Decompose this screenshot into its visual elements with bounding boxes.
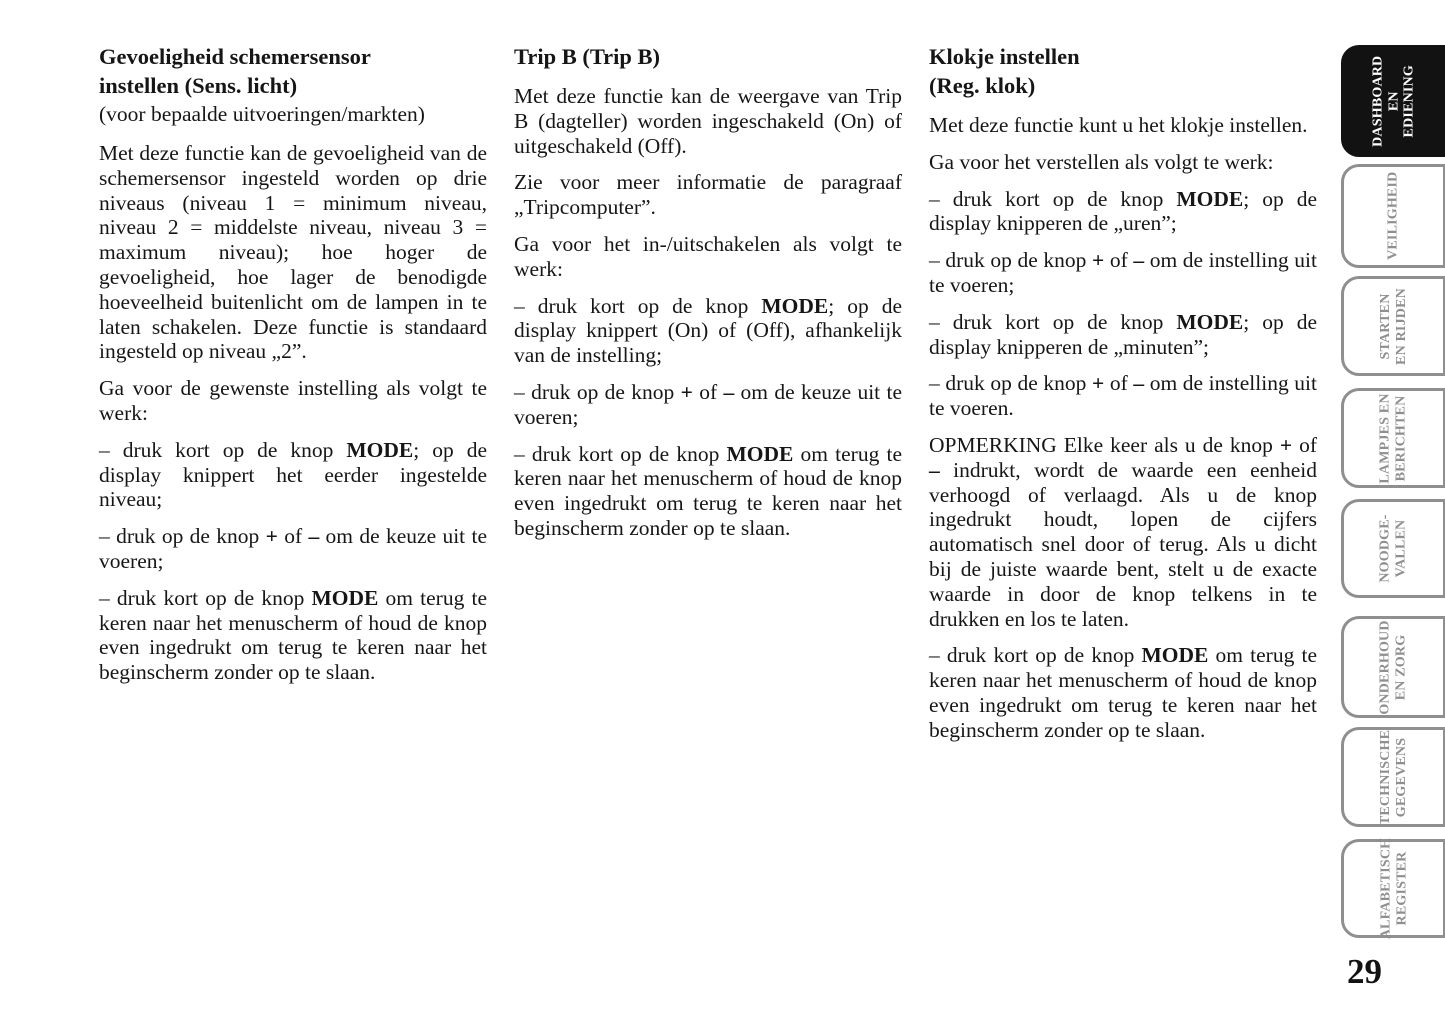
sidebar-tab-label: NOODGE- VALLEN bbox=[1377, 514, 1409, 583]
sidebar-tab-label: TECHNISCHE GEGEVENS bbox=[1377, 729, 1409, 825]
heading-line: Klokje instellen bbox=[929, 44, 1080, 69]
column-klokje-instellen bbox=[929, 42, 1317, 755]
paragraph: Ga voor het in-/uitschakelen als volgt te werk: bbox=[514, 231, 902, 281]
sidebar-tab-technische-gegevens bbox=[1341, 727, 1445, 827]
paragraph: Zie voor meer informatie de paragraaf „Tripcomputer”. bbox=[514, 170, 902, 220]
paragraph: Met deze functie kan de weergave van Trip B (dagteller) worden ingeschakeld (On) of uitgeschakeld (Off). bbox=[514, 84, 902, 158]
sidebar-tab-onderhoud-en-zorg bbox=[1341, 616, 1445, 718]
sidebar-tab-veiligheid bbox=[1341, 164, 1445, 268]
sidebar-tab-label: ONDERHOUD EN ZORG bbox=[1377, 619, 1409, 715]
sidebar-tab-label: VEILIGHEID bbox=[1385, 171, 1401, 261]
paragraph: OPMERKING Elke keer als u de knop + of – indrukt, wordt de waarde een eenheid verhoogd of verlaagd. Als u de knop ingedrukt houdt, lopen de cijfers automatisch snel door of terug. Als u dicht bij de juiste waarde bent, stelt u de exacte waarde in door de knop telkens in te drukken en los te laten. bbox=[929, 432, 1317, 631]
sidebar-tab-lampjes-en-berichten bbox=[1341, 388, 1445, 488]
heading-line: (Reg. klok) bbox=[929, 73, 1036, 98]
sidebar-tab-noodgevallen bbox=[1341, 499, 1445, 598]
heading-line: instellen (Sens. licht) bbox=[99, 73, 298, 98]
section-heading bbox=[929, 42, 1317, 100]
sidebar-tab-label: DASHBOARD EN EDIENING bbox=[1370, 55, 1417, 147]
paragraph: – druk kort op de knop MODE; op de display knippert het eerder ingestelde niveau; bbox=[99, 437, 487, 512]
section-heading bbox=[99, 42, 487, 100]
section-subheading: (voor bepaalde uitvoeringen/markten) bbox=[99, 102, 425, 126]
paragraph: – druk op de knop + of – om de keuze uit te voeren; bbox=[514, 379, 902, 429]
paragraph: – druk kort op de knop MODE; op de display knippert (On) of (Off), afhankelijk van de instelling; bbox=[514, 293, 902, 368]
paragraph: – druk op de knop + of – om de instelling uit te voeren; bbox=[929, 248, 1318, 297]
section-heading bbox=[514, 42, 902, 71]
paragraph: – druk kort op de knop MODE; op de display knipperen de „uren”; bbox=[929, 186, 1317, 236]
column-sens-licht bbox=[99, 42, 487, 697]
sidebar-tabs bbox=[1341, 0, 1445, 1017]
paragraph: – druk kort op de knop MODE; op de display knipperen de „minuten”; bbox=[929, 309, 1317, 359]
paragraph: Met deze functie kan de gevoeligheid van de schemersensor ingesteld worden op drie niveaus (niveau 1 = minimum niveau, niveau 2 = middelste niveau, niveau 3 = maximum niveau); hoe hoger de gevoeligheid, hoe lager de benodigde hoeveelheid buitenlicht om de lampen in te laten schakelen. Deze functie is standaard ingesteld op niveau „2”. bbox=[99, 141, 487, 364]
paragraph: – druk op de knop + of – om de instelling uit te voeren. bbox=[929, 371, 1318, 421]
paragraph: Ga voor de gewenste instelling als volgt te werk: bbox=[99, 376, 487, 425]
sidebar-tab-alfabetisch-register bbox=[1341, 839, 1445, 938]
paragraph: – druk kort op de knop MODE om terug te keren naar het menuscherm of houd de knop even ingedrukt om terug te keren naar het beginscherm zonder op te slaan. bbox=[514, 441, 902, 540]
paragraph: – druk kort op de knop MODE om terug te keren naar het menuscherm of houd de knop even ingedrukt om terug te keren naar het beginscherm zonder op te slaan. bbox=[99, 585, 487, 685]
heading-line: Trip B (Trip B) bbox=[514, 44, 661, 69]
sidebar-tab-label: LAMPJES EN BERICHTEN bbox=[1377, 392, 1409, 484]
paragraph: Ga voor het verstellen als volgt te werk: bbox=[929, 149, 1274, 174]
sidebar-tab-starten-en-rijden bbox=[1341, 276, 1445, 376]
paragraph: – druk kort op de knop MODE om terug te keren naar het menuscherm of houd de knop even ingedrukt om terug te keren naar het beginscherm zonder op te slaan. bbox=[929, 643, 1317, 742]
heading-line: Gevoeligheid schemersensor bbox=[99, 44, 371, 69]
paragraph: Met deze functie kunt u het klokje instellen. bbox=[929, 113, 1308, 137]
sidebar-tab-label: ALFABETISCH REGISTER bbox=[1378, 837, 1409, 940]
column-trip-b bbox=[514, 42, 902, 553]
paragraph: – druk op de knop + of – om de keuze uit te voeren; bbox=[99, 524, 487, 573]
sidebar-tab-label: STARTEN EN RIJDEN bbox=[1378, 287, 1409, 365]
sidebar-tab-dashboard-en-bediening bbox=[1341, 45, 1445, 157]
page-number: 29 bbox=[1347, 952, 1382, 991]
